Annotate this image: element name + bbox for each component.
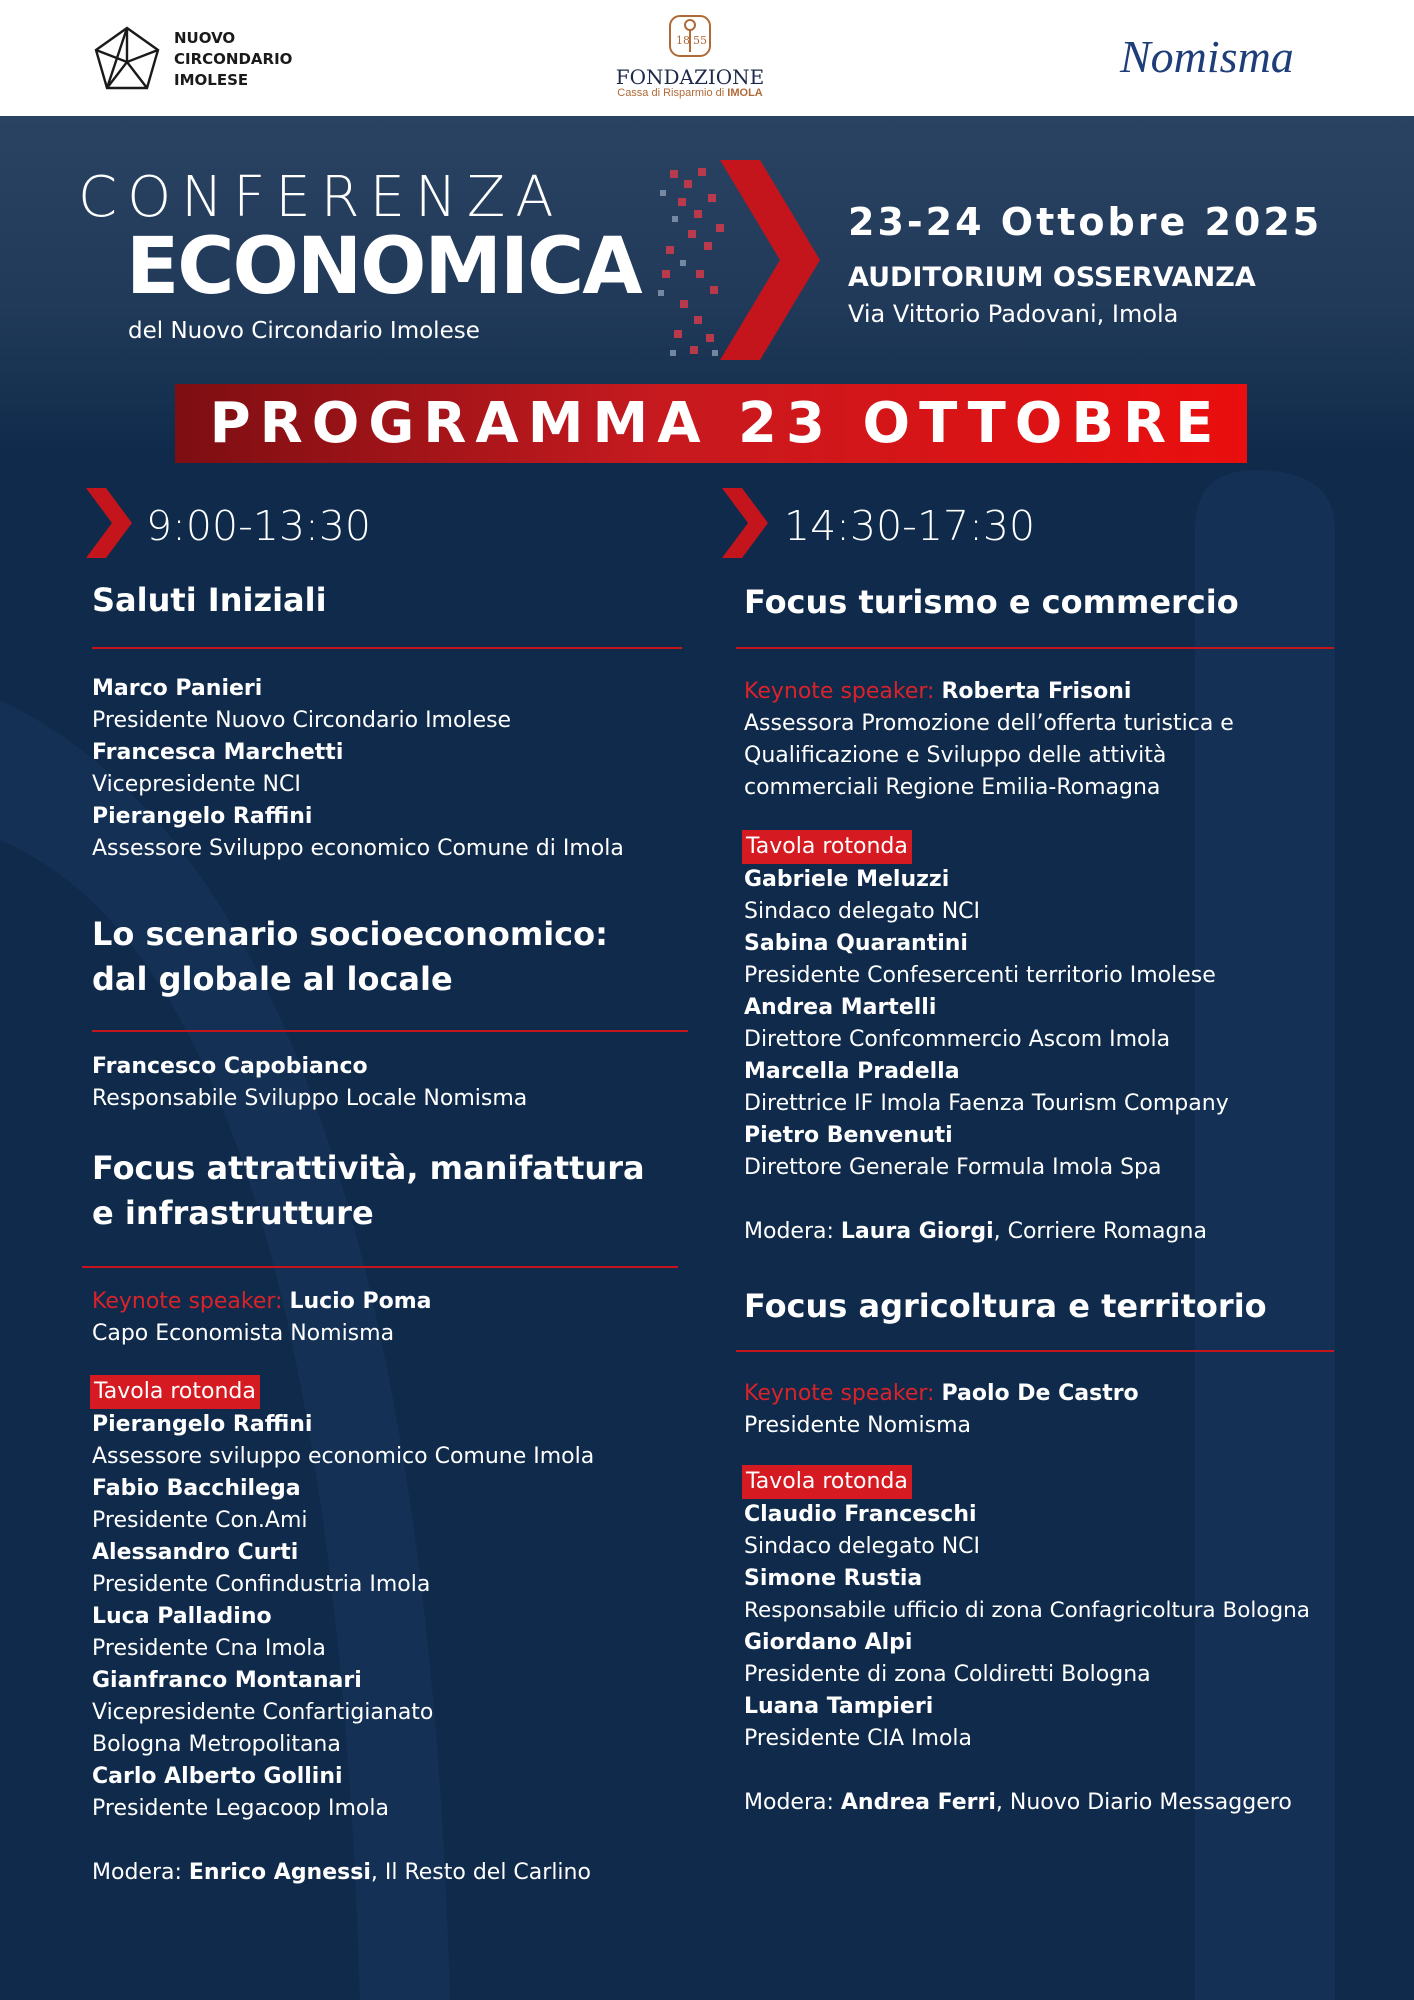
person-name: Pietro Benvenuti: [744, 1123, 953, 1148]
person-name: Francesca Marchetti: [92, 740, 344, 765]
section-divider: [92, 1030, 688, 1032]
keynote-label: Keynote speaker:: [744, 1381, 935, 1406]
modera-label: Modera:: [92, 1860, 182, 1885]
person-name: Simone Rustia: [744, 1566, 923, 1591]
person-role: Presidente Nuovo Circondario Imolese: [92, 708, 512, 733]
person-role: Presidente Cna Imola: [92, 1636, 326, 1661]
keynote-role: Presidente Nomisma: [744, 1413, 971, 1438]
person-role: Sindaco delegato NCI: [744, 899, 980, 924]
person-role: Presidente Confesercenti territorio Imolese: [744, 963, 1216, 988]
keynote-role: Assessora Promozione dell’offerta turistica e: [744, 711, 1234, 736]
modera-label: Modera:: [744, 1219, 834, 1244]
keynote-role: Qualificazione e Sviluppo delle attività: [744, 743, 1167, 768]
person-role: Assessore Sviluppo economico Comune di Imola: [92, 836, 624, 861]
banner-text: PROGRAMMA 23 OTTOBRE: [209, 391, 1223, 456]
fondazione-sub-city: IMOLA: [727, 87, 763, 99]
person-name: Francesco Capobianco: [92, 1054, 368, 1079]
nci-logo-line: CIRCONDARIO: [174, 49, 293, 68]
polyhedron-icon: [92, 24, 162, 94]
person-role: Presidente Legacoop Imola: [92, 1796, 389, 1821]
person-role: Responsabile Sviluppo Locale Nomisma: [92, 1086, 528, 1111]
person-role: Responsabile ufficio di zona Confagricoltura Bologna: [744, 1598, 1310, 1623]
section-title-line: dal globale al locale: [92, 960, 453, 998]
person-list: [92, 1051, 527, 1115]
fondazione-logo: [610, 14, 770, 99]
person-role: Vicepresidente Confartigianato: [92, 1700, 434, 1725]
keynote-block: [744, 676, 1234, 804]
afternoon-time: 14:30-17:30: [784, 502, 1036, 550]
keynote-block: [92, 1286, 432, 1350]
person-name: Carlo Alberto Gollini: [92, 1764, 343, 1789]
section-title-line: e infrastrutture: [92, 1194, 374, 1232]
fondazione-name: FONDAZIONE: [615, 65, 765, 89]
section-title-line: Focus attrattività, manifattura: [92, 1149, 645, 1187]
roundtable-block: [744, 1465, 1310, 1819]
keynote-role: Capo Economista Nomisma: [92, 1321, 395, 1346]
person-name: Pierangelo Raffini: [92, 804, 313, 829]
event-address: Via Vittorio Padovani, Imola: [848, 300, 1179, 328]
section-title: Focus turismo e commercio: [744, 583, 1239, 621]
modera-name: Andrea Ferri: [840, 1790, 996, 1815]
modera-affiliation: , Il Resto del Carlino: [370, 1860, 591, 1885]
person-name: Giordano Alpi: [744, 1630, 913, 1655]
person-name: Marcella Pradella: [744, 1059, 960, 1084]
person-name: Claudio Franceschi: [744, 1502, 977, 1527]
section-title: Saluti Iniziali: [92, 581, 327, 619]
tavola-rotonda-badge: Tavola rotonda: [90, 1375, 260, 1409]
keynote-name: Roberta Frisoni: [941, 679, 1132, 704]
person-role: Presidente Con.Ami: [92, 1508, 308, 1533]
pixel-arrow-emblem: [650, 150, 830, 370]
person-name: Luca Palladino: [92, 1604, 272, 1629]
programma-banner: [175, 384, 1247, 463]
section-divider: [92, 647, 682, 649]
person-name: Sabina Quarantini: [744, 931, 968, 956]
section-title-line: Lo scenario socioeconomico:: [92, 915, 608, 953]
person-role: Sindaco delegato NCI: [744, 1534, 980, 1559]
keynote-block: [744, 1378, 1139, 1442]
key-emblem-icon: [668, 14, 712, 58]
section-title: [92, 912, 608, 1002]
section-divider: [736, 1350, 1334, 1352]
fondazione-year-left: 18: [676, 34, 690, 47]
tavola-rotonda-badge: Tavola rotonda: [742, 1465, 912, 1499]
fondazione-sub-prefix: Cassa di Risparmio di: [617, 87, 725, 99]
keynote-name: Paolo De Castro: [941, 1381, 1139, 1406]
keynote-label: Keynote speaker:: [744, 679, 935, 704]
event-date: 23-24 Ottobre 2025: [848, 200, 1323, 244]
modera-name: Laura Giorgi: [840, 1219, 994, 1244]
section-title: Focus agricoltura e territorio: [744, 1287, 1267, 1325]
person-name: Luana Tampieri: [744, 1694, 934, 1719]
person-name: Fabio Bacchilega: [92, 1476, 301, 1501]
title-subtitle: del Nuovo Circondario Imolese: [128, 318, 480, 344]
logo-bar: [0, 0, 1414, 116]
modera-affiliation: , Nuovo Diario Messaggero: [995, 1790, 1292, 1815]
event-venue: AUDITORIUM OSSERVANZA: [848, 262, 1256, 293]
person-role: Vicepresidente NCI: [92, 772, 301, 797]
person-role: Assessore sviluppo economico Comune Imola: [92, 1444, 595, 1469]
person-name: Marco Panieri: [92, 676, 263, 701]
title-economica: ECONOMICA: [126, 222, 641, 312]
modera-name: Enrico Agnessi: [188, 1860, 371, 1885]
person-list: [92, 673, 624, 865]
tavola-rotonda-badge: Tavola rotonda: [742, 830, 912, 864]
chevron-right-icon: [84, 488, 134, 558]
person-role: Presidente di zona Coldiretti Bologna: [744, 1662, 1151, 1687]
nci-logo-line: IMOLESE: [174, 70, 249, 89]
person-role: Direttore Generale Formula Imola Spa: [744, 1155, 1162, 1180]
person-name: Alessandro Curti: [92, 1540, 299, 1565]
nomisma-logo: Nomisma: [1120, 31, 1294, 82]
person-name: Gianfranco Montanari: [92, 1668, 362, 1693]
fondazione-year-right: 55: [693, 34, 707, 47]
modera-affiliation: , Corriere Romagna: [993, 1219, 1207, 1244]
person-role: Presidente CIA Imola: [744, 1726, 973, 1751]
section-divider: [82, 1266, 678, 1268]
nci-logo: [92, 24, 292, 94]
keynote-name: Lucio Poma: [289, 1289, 432, 1314]
person-role: Direttrice IF Imola Faenza Tourism Company: [744, 1091, 1229, 1116]
keynote-label: Keynote speaker:: [92, 1289, 283, 1314]
title-conferenza: CONFERENZA: [78, 165, 564, 230]
person-role: Presidente Confindustria Imola: [92, 1572, 431, 1597]
chevron-right-icon: [720, 488, 770, 558]
section-title: [92, 1146, 645, 1236]
person-role: Direttore Confcommercio Ascom Imola: [744, 1027, 1171, 1052]
modera-label: Modera:: [744, 1790, 834, 1815]
nci-logo-line: NUOVO: [174, 28, 236, 47]
person-name: Andrea Martelli: [744, 995, 937, 1020]
person-name: Pierangelo Raffini: [92, 1412, 313, 1437]
person-role: Bologna Metropolitana: [92, 1732, 341, 1757]
person-name: Gabriele Meluzzi: [744, 867, 950, 892]
roundtable-block: [92, 1375, 594, 1889]
roundtable-block: [744, 830, 1229, 1248]
keynote-role: commerciali Regione Emilia-Romagna: [744, 775, 1161, 800]
section-divider: [736, 647, 1334, 649]
morning-time: 9:00-13:30: [146, 502, 372, 550]
